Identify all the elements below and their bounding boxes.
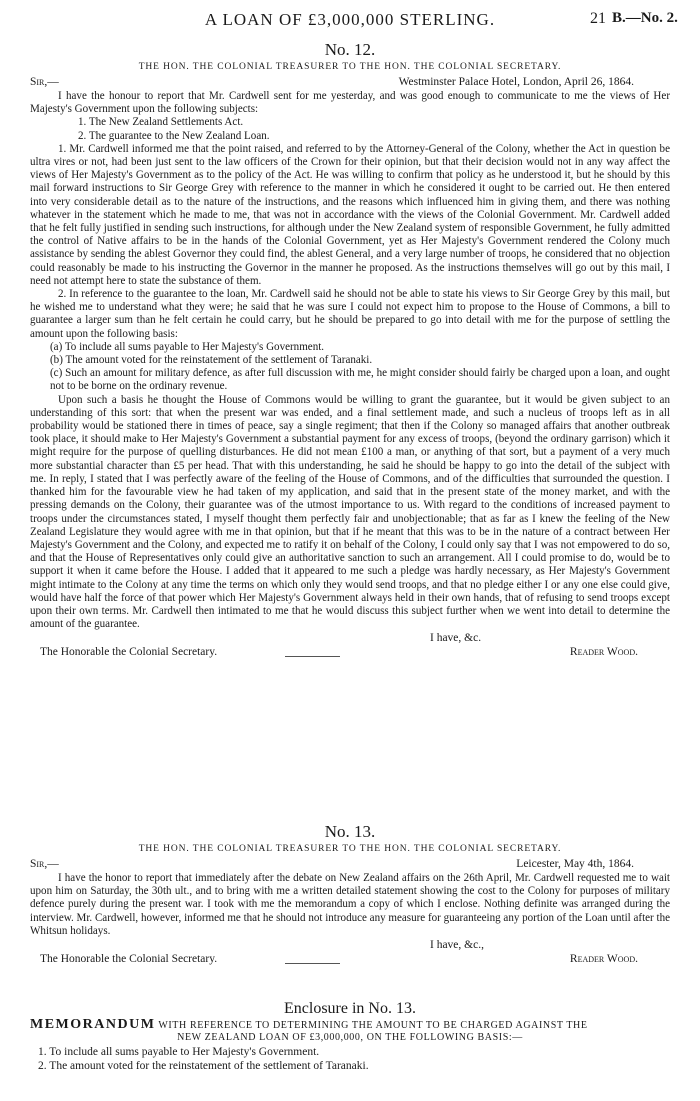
letter-12-subject-1: 1. The New Zealand Settlements Act. [78,116,244,129]
letter-13-salutation-line [30,858,670,872]
enclosure-item-1: 1. To include all sums payable to Her Majesty's Government. [38,1046,320,1058]
memorandum-heading [30,1018,670,1032]
letter-12-heading: THE HON. THE COLONIAL TREASURER TO THE HON. THE COLONIAL SECRETARY. [138,62,562,72]
letter-13-body: I have the honor to report that immediately after the debate on New Zealand affairs on the 26th April, Mr. Cardwell requested me to wait upon him on Saturday, the 30th ult., and to bring with me a written detailed statement showing the cost to the Colony for purposes of military defence purely during the present war. I took with me the memorandum a copy of which I enclose. Nothing definite was arranged during the interview. Mr. Cardwell, however, informed me that he should not introduce any measure for guaranteeing any portion of the Loan until after the Whitsun holidays. [30,872,670,937]
memorandum-word: MEMORANDUM [30,1017,156,1032]
divider [285,656,340,657]
divider [285,963,340,964]
letter-13-number: No. 13. [324,822,376,841]
enclosure-title: Enclosure in No. 13. [284,1000,416,1017]
header-title: A LOAN OF £3,000,000 STERLING. [204,10,496,29]
letter-12-intro: I have the honour to report that Mr. Cardwell sent for me yesterday, and was good enough to communicate to me the views of Her Majesty's Government upon the following subjects: [30,90,670,116]
letter-12-salutation: Sir,— [30,76,59,88]
letter-12-paragraph-3: Upon such a basis he thought the House of Commons would be willing to grant the guarantee, but it would be given subject to an understanding of this sort: that when the present war was ended, and a final settlement made, and such a nucleus of troops left as in all probability would be stationed there in times of peace, say a single regiment; that then if the Colony so managed affairs that another outbreak took place, it should make to Her Majesty's Government a substantial payment for any excess of troops, (beyond the ordinary garrison) which it might require for the purpose of quelling disturbances. He did not mean £100 a man, or anything of that sort, but a payment of a very much more substantial character than £5 per head. That with this understanding, he said he should be happy to go into the detail of the subject with me. In reply, I stated that I was perfectly aware of the feeling of the House of Commons, and of the difficulties that surrounded the question. I thanked him for the favourable view he had taken of my application, and said that in the present state of the money market, and with the pressing demands on the Colony, their guarantee was of the utmost importance to us. With regard to the conditions of increased payment to troops under the circumstances stated, I myself thought them perfectly fair and unobjectionable; that as far as I knew the feeling of the New Zealand Legislature they would agree with me in that opinion, but that if he meant that this was to be in the nature of a contract between Her Majesty's Government and the Colony, and expected me to ratify it on behalf of the Colony, I could only say that I was not empowered to do so, and that the House of Representatives only could give an authoritative sanction to such an arrangement. All I could promise to do, would be to support it when it came before the House. I added that it appeared to me such a pledge was hardly necessary, as Her Majesty's Government might intimate to the Colony at any time the terms on which only they would send troops, and that no pledge either I or any one else could give, would have half the force of that power which Her Majesty's Government always held in their own hands, that of refusing to send troops except upon their own terms. Mr. Cardwell then intimated to me that he would discuss this subject further when we went into detail to determine the amount of the guarantee. [30,393,670,631]
letter-12-basis-a: (a) To include all sums payable to Her Majesty's Government. [50,340,325,353]
letter-12-basis-c: (c) Such an amount for military defence, as after full discussion with me, he might consider should fairly be charged upon a loan, and ought not to be borne on the ordinary revenue. [50,367,670,393]
letter-12-paragraph-1: 1. Mr. Cardwell informed me that the point raised, and referred to by the Attorney-General of the Colony, whether the Act in question be ultra vires or not, had been just sent to the law officers of the Crown for their opinion, but that their decision would not in any way affect the views of Her Majesty's Government as to the policy of the Act. He was willing to confirm that policy as he understood it, but he should by this mail forward instructions to Sir George Grey with reference to the manner in which he considered it ought to be carried out. He then entered into very considerable detail as to the nature of the instructions, and the reasons which influenced him in giving them, and there was nothing whatever in the statement which he made to me, that was not in accordance with the views of the Colonial Government. Mr. Cardwell added that he felt fully justified in sending such instructions, for although under the New Zealand system of responsible Government, he fully admitted the control of Native affairs to be in the hands of the Colonial Government, yet as Her Majesty's Government rendered the Colony much assistance by sending the ablest Governor they could find, the ablest General, and a very large number of troops, he considered that no objection could reasonably be made to his instructing the Governor in the manner he proposed. As the instructions themselves will go out by this mail, I need not attempt here to state the substance of them. [30,142,670,287]
letter-13-salutation: Sir,— [30,858,59,870]
running-header [0,6,700,32]
letter-12-addressee: The Honorable the Colonial Secretary. [40,646,218,659]
letter-13-place-date: Leicester, May 4th, 1864. [516,858,634,870]
letter-12-signature: Reader Wood. [569,646,638,659]
letter-12-basis-b: (b) The amount voted for the reinstatement of the settlement of Taranaki. [50,354,373,367]
letter-13-signature-line [30,952,670,968]
letter-12-signature-line [30,645,670,661]
letter-12-subject-2: 2. The guarantee to the New Zealand Loan. [78,129,270,142]
letter-12-paragraph-2: 2. In reference to the guarantee to the loan, Mr. Cardwell said he should not be able to state his views to Sir George Grey by this mail, but he wished me to understand what they were; he said that he was sure I could not expect him to propose to the House of Commons, a bill to guarantee a larger sum than he felt certain he could carry, but he should be prepared to go into detail with me for the purpose of settling the amount upon the following basis: [30,288,670,340]
page-number: 21 [590,10,606,27]
letter-13-signature: Reader Wood. [569,953,638,966]
enclosure-item-2: 2. The amount voted for the reinstatement of the settlement of Taranaki. [38,1060,369,1072]
enclosure [30,1000,670,1073]
letter-13-heading: THE HON. THE COLONIAL TREASURER TO THE HON. THE COLONIAL SECRETARY. [138,844,562,854]
letter-12-salutation-line [30,76,670,90]
memorandum-line-2: NEW ZEALAND LOAN OF £3,000,000, ON THE FOLLOWING BASIS:— [177,1032,523,1043]
memorandum-line-1: WITH REFERENCE TO DETERMINING THE AMOUNT TO BE CHARGED AGAINST THE [158,1020,588,1031]
letter-13-closing: I have, &c., [430,939,484,952]
letter-12-place-date: Westminster Palace Hotel, London, April 26, 1864. [398,76,634,88]
letter-12-number: No. 12. [324,40,376,59]
letter-12-closing: I have, &c. [430,632,482,645]
document-reference: B.—No. 2. [612,10,678,26]
letter-13-addressee: The Honorable the Colonial Secretary. [40,953,218,966]
letter-13 [30,822,670,968]
letter-12 [30,40,670,661]
